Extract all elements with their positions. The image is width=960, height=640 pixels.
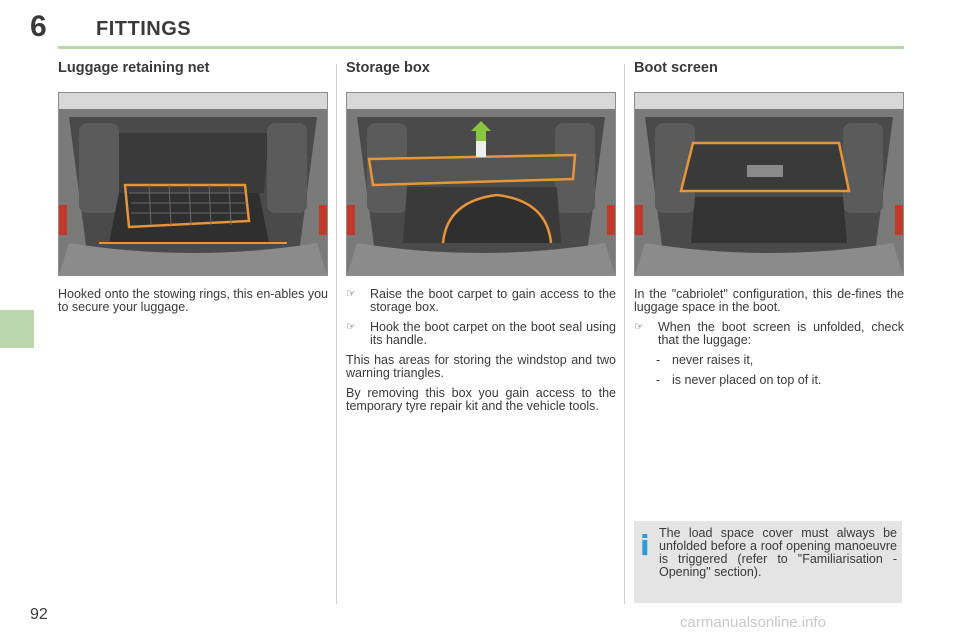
dash-mark: - bbox=[656, 353, 661, 367]
section-title: Storage box bbox=[346, 60, 430, 76]
chapter-side-tab bbox=[0, 310, 34, 348]
storage-bullet bbox=[346, 288, 616, 314]
chapter-title: FITTINGS bbox=[96, 18, 192, 40]
bullet-text: Raise the boot carpet to gain access to the storage box. bbox=[370, 287, 616, 314]
info-text: The load space cover must always be unfolded before a roof opening manoeuvre is triggered (refer to "Familiarisation - Opening" section). bbox=[659, 526, 897, 579]
screen-paragraph: In the "cabriolet" configuration, this de-fines the luggage space in the boot. bbox=[634, 287, 904, 314]
dash-mark: - bbox=[656, 373, 661, 387]
section-title: Boot screen bbox=[634, 60, 718, 76]
dash-text: never raises it, bbox=[672, 353, 754, 367]
boot-screen-illustration bbox=[634, 92, 904, 276]
section-title: Luggage retaining net bbox=[58, 60, 210, 76]
dash-text: is never placed on top of it. bbox=[672, 373, 822, 387]
net-description: Hooked onto the stowing rings, this en-ables you to secure your luggage. bbox=[58, 287, 328, 314]
watermark: carmanualsonline.info bbox=[680, 614, 826, 631]
bullet-text: When the boot screen is unfolded, check that the luggage: bbox=[658, 320, 904, 347]
luggage-net-illustration bbox=[58, 92, 328, 276]
pointing-hand-icon: ☞ bbox=[634, 321, 644, 333]
pointing-hand-icon: ☞ bbox=[346, 321, 356, 333]
storage-paragraph: This has areas for storing the windstop and two warning triangles. bbox=[346, 353, 616, 380]
column-divider bbox=[336, 64, 337, 604]
column-divider bbox=[624, 64, 625, 604]
screen-bullet bbox=[634, 321, 904, 347]
pointing-hand-icon: ☞ bbox=[346, 288, 356, 300]
column-storage-box bbox=[346, 60, 616, 420]
storage-box-illustration bbox=[346, 92, 616, 276]
storage-bullet bbox=[346, 321, 616, 347]
header-rule bbox=[58, 46, 904, 49]
column-boot-screen bbox=[634, 60, 904, 394]
dash-item bbox=[656, 374, 904, 387]
dash-item bbox=[656, 354, 904, 367]
column-luggage-net bbox=[58, 60, 328, 321]
info-box bbox=[634, 521, 902, 603]
info-icon: i bbox=[640, 529, 650, 562]
bullet-text: Hook the boot carpet on the boot seal using its handle. bbox=[370, 320, 616, 347]
chapter-number: 6 bbox=[30, 10, 47, 43]
storage-paragraph: By removing this box you gain access to the temporary tyre repair kit and the vehicle tools. bbox=[346, 386, 616, 413]
page-number: 92 bbox=[30, 606, 48, 623]
